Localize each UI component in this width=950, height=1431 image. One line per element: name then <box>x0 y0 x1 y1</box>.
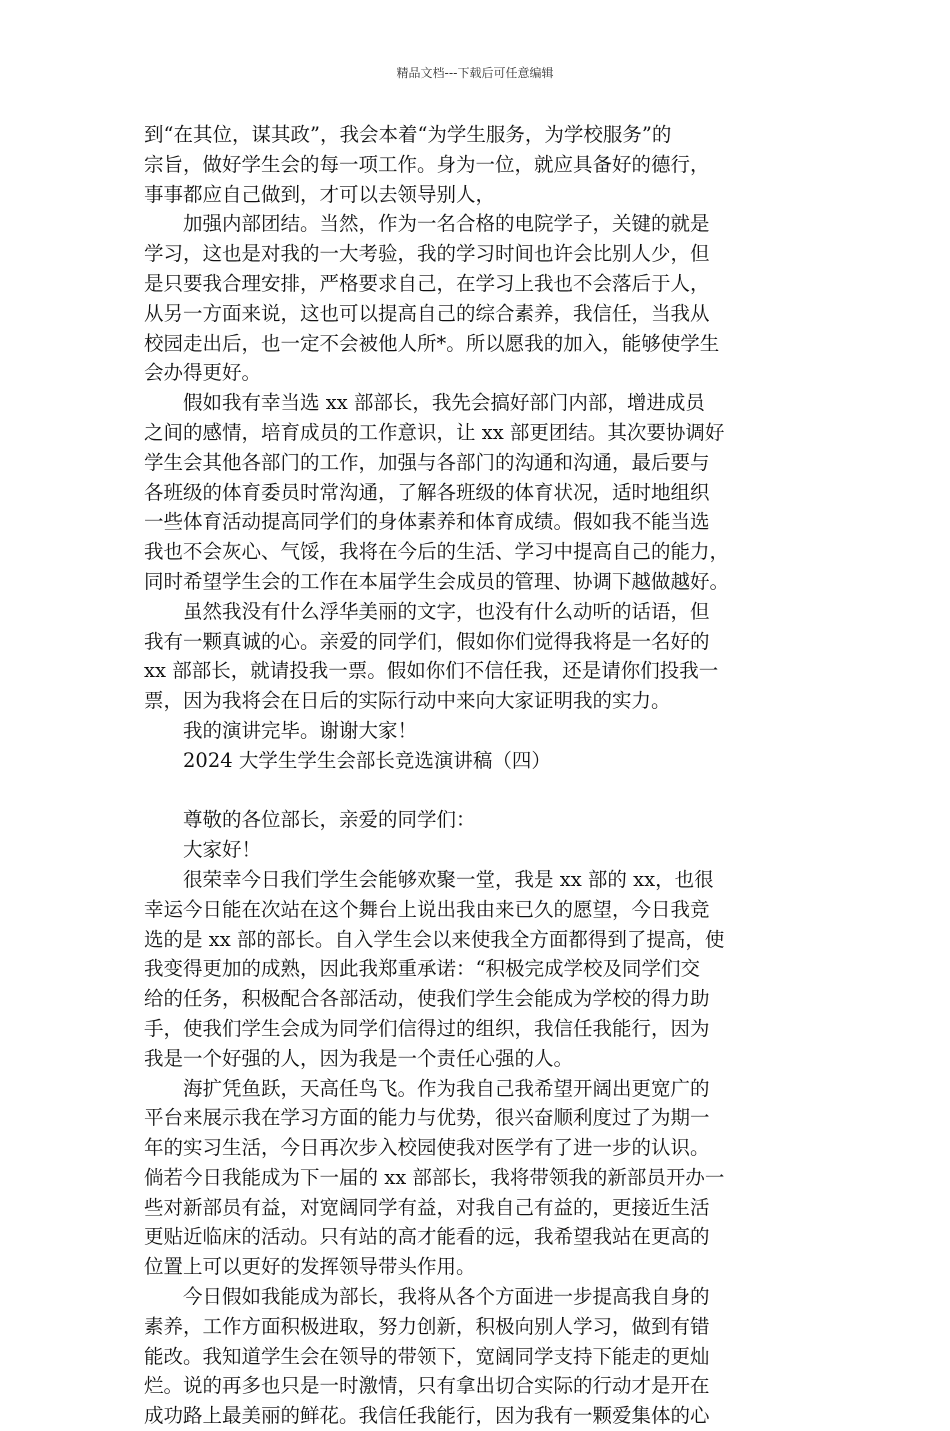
text-line: 能改。我知道学生会在领导的带领下，宽阔同学支持下能走的更灿 <box>144 1344 710 1368</box>
text-line: 烂。说的再多也只是一时激情，只有拿出切合实际的行动才是开在 <box>144 1374 710 1398</box>
text-line: 选的是 xx 部的部长。自入学生会以来使我全方面都得到了提高，使 <box>144 927 725 951</box>
text-line: 一些体育活动提高同学们的身体素养和体育成绩。假如我不能当选 <box>144 510 710 534</box>
text-line: 大家好！ <box>144 838 262 862</box>
document-body <box>144 120 820 1431</box>
text-line: 我也不会灰心、气馁，我将在今后的生活、学习中提高自己的能力， <box>144 540 730 564</box>
text-line: 学习，这也是对我的一大考验，我的学习时间也许会比别人少，但 <box>144 242 710 266</box>
text-line: 之间的感情，培育成员的工作意识，让 xx 部更团结。其次要协调好 <box>144 420 725 444</box>
text-line: 事事都应自己做到，才可以去领导别人， <box>144 182 496 206</box>
text-line: 校园走出后，也一定不会被他人所*。所以愿我的加入，能够使学生 <box>144 331 720 355</box>
text-line: 年的实习生活，今日再次步入校园使我对医学有了进一步的认识。 <box>144 1136 710 1160</box>
text-line: 同时希望学生会的工作在本届学生会成员的管理、协调下越做越好。 <box>144 569 730 593</box>
text-line: 很荣幸今日我们学生会能够欢聚一堂，我是 xx 部的 xx，也很 <box>144 867 714 891</box>
text-line: 海扩凭鱼跃，天高任鸟飞。作为我自己我希望开阔出更宽广的 <box>144 1076 710 1100</box>
text-line: 票，因为我将会在日后的实际行动中来向大家证明我的实力。 <box>144 689 671 713</box>
text-line: 今日假如我能成为部长，我将从各个方面进一步提高我自身的 <box>144 1285 710 1309</box>
text-line: 宗旨，做好学生会的每一项工作。身为一位，就应具备好的德行， <box>144 152 710 176</box>
text-line: 手，使我们学生会成为同学们信得过的组织，我信任我能行，因为 <box>144 1016 710 1040</box>
text-line: 给的任务，积极配合各部活动，使我们学生会能成为学校的得力助 <box>144 987 710 1011</box>
text-line: 尊敬的各位部长，亲爱的同学们： <box>144 808 476 832</box>
text-line: 会办得更好。 <box>144 361 262 385</box>
text-line: 素养，工作方面积极进取，努力创新，积极向别人学习，做到有错 <box>144 1314 710 1338</box>
text-line: 更贴近临床的活动。只有站的高才能看的远，我希望我站在更高的 <box>144 1225 710 1249</box>
text-line: 学生会其他各部门的工作，加强与各部门的沟通和沟通，最后要与 <box>144 450 710 474</box>
text-line: 是只要我合理安排，严格要求自己，在学习上我也不会落后于人， <box>144 271 710 295</box>
text-line: 假如我有幸当选 xx 部部长，我先会搞好部门内部，增进成员 <box>144 391 705 415</box>
text-line: 位置上可以更好的发挥领导带头作用。 <box>144 1255 476 1279</box>
blank-line <box>144 776 820 806</box>
text-line: 平台来展示我在学习方面的能力与优势，很兴奋顺利度过了为期一 <box>144 1106 710 1130</box>
text-line: 虽然我没有什么浮华美丽的文字，也没有什么动听的话语，但 <box>144 599 710 623</box>
text-line: 幸运今日能在次站在这个舞台上说出我由来已久的愿望，今日我竞 <box>144 897 710 921</box>
text-line: 些对新部员有益，对宽阔同学有益，对我自己有益的，更接近生活 <box>144 1195 710 1219</box>
text-line: 倘若今日我能成为下一届的 xx 部部长，我将带领我的新部员开办一 <box>144 1165 725 1189</box>
text-line: 到“在其位，谋其政”，我会本着“为学生服务，为学校服务”的 <box>144 123 672 146</box>
text-line: 从另一方面来说，这也可以提高自己的综合素养，我信任，当我从 <box>144 301 710 325</box>
text-line: 我的演讲完毕。谢谢大家！ <box>144 718 418 742</box>
text-line: 2024 大学生学生会部长竞选演讲稿（四） <box>144 748 551 772</box>
text-line: 我有一颗真诚的心。亲爱的同学们，假如你们觉得我将是一名好的 <box>144 629 710 653</box>
text-line: 各班级的体育委员时常沟通，了解各班级的体育状况，适时地组织 <box>144 480 710 504</box>
page-header: 精品文档---下载后可任意编辑 <box>396 66 554 80</box>
text-line: 加强内部团结。当然，作为一名合格的电院学子，关键的就是 <box>144 212 710 236</box>
text-line: 我是一个好强的人，因为我是一个责任心强的人。 <box>144 1046 574 1070</box>
text-line: xx 部部长，就请投我一票。假如你们不信任我，还是请你们投我一 <box>144 659 719 683</box>
text-line: 我变得更加的成熟，因此我郑重承诺：“积极完成学校及同学们交 <box>144 957 700 981</box>
text-line: 成功路上最美丽的鲜花。我信任我能行，因为我有一颗爱集体的心 <box>144 1404 710 1428</box>
